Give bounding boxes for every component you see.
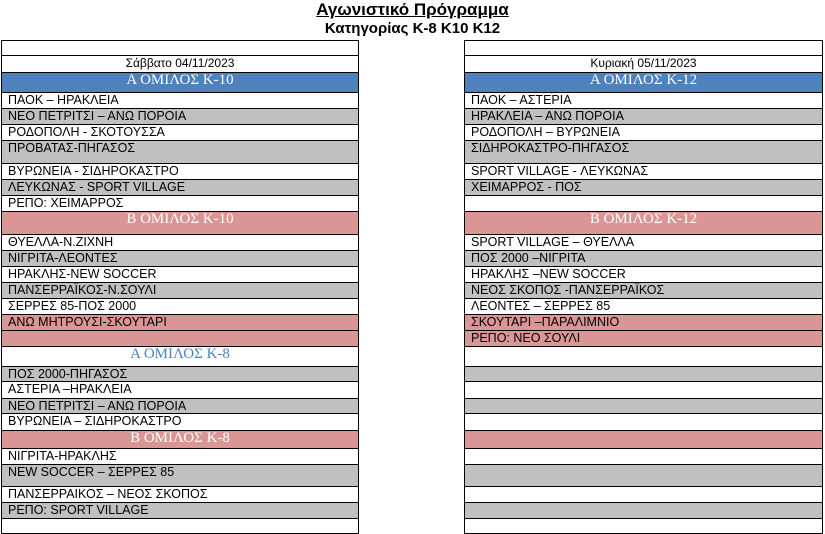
match-row: ΑΝΩ ΜΗΤΡΟΥΣΙ-ΣΚΟΥΤΑΡΙ [2,315,358,331]
empty-row [465,382,822,399]
match-row: ΘΥΕΛΛΑ-Ν.ΖΙΧΝΗ [2,235,358,251]
empty-row [465,519,822,534]
group-header-a-k8: Α ΟΜΙΛΟΣ Κ-8 [2,347,358,367]
empty-row [465,399,822,414]
match-row: ΝΙΓΡΙΤΑ-ΗΡΑΚΛΗΣ [2,449,358,465]
empty-row [465,449,822,465]
page-title: Αγωνιστικό Πρόγραμμα [316,0,509,19]
match-row [2,519,358,534]
match-row: SPORT VILLAGE – ΘΥΕΛΛΑ [465,235,822,251]
match-row: ΧΕΙΜΑΡΡΟΣ - ΠΟΣ [465,180,822,196]
match-row: ΛΕΟΝΤΕΣ – ΣΕΡΡΕΣ 85 [465,299,822,315]
sunday-schedule [464,40,823,534]
match-row: ΗΡΑΚΛΗΣ-NEW SOCCER [2,267,358,283]
match-row: ΠΑΝΣΕΡΡΑΪΚΟΣ-Ν.ΣΟΥΛΙ [2,283,358,299]
empty-row [465,367,822,382]
empty-row [465,465,822,487]
group-header-a-k10: Α ΟΜΙΛΟΣ Κ-10 [2,73,358,93]
match-row: ΣΚΟΥΤΑΡΙ –ΠΑΡΑΛΙΜΝΙΟ [465,315,822,331]
match-row: SPORT VILLAGE - ΛΕΥΚΩΝΑΣ [465,164,822,180]
spacer-row [465,40,822,56]
match-row: ΡΟΔΟΠΟΛΗ - ΣΚΟΤΟΥΣΣΑ [2,125,358,141]
date-header: Σάββατο 04/11/2023 [2,56,358,73]
match-row: NEW SOCCER – ΣΕΡΡΕΣ 85 [2,465,358,487]
match-row: ΠΟΣ 2000 –ΝΙΓΡΙΤΑ [465,251,822,267]
match-row [465,196,822,212]
match-row: ΣΕΡΡΕΣ 85-ΠΟΣ 2000 [2,299,358,315]
empty-row [465,431,822,449]
match-row: ΠΟΣ 2000-ΠΗΓΑΣΟΣ [2,367,358,382]
match-row: ΡΟΔΟΠΟΛΗ – ΒΥΡΩΝΕΙΑ [465,125,822,141]
date-header: Κυριακή 05/11/2023 [465,56,822,73]
spacer-row [2,40,358,56]
match-row: ΡΕΠΟ: SPORT VILLAGE [2,503,358,519]
match-row: ΠΑΟΚ – ΑΣΤΕΡΙΑ [465,93,822,109]
match-row: ΝΕΟ ΠΕΤΡΙΤΣΙ – ΑΝΩ ΠΟΡΟΙΑ [2,399,358,414]
match-row: ΗΡΑΚΛΗΣ –NEW SOCCER [465,267,822,283]
empty-row [465,487,822,503]
match-row: ΠΡΟΒΑΤΑΣ-ΠΗΓΑΣΟΣ [2,141,358,164]
match-row: ΒΥΡΩΝΕΙΑ - ΣΙΔΗΡΟΚΑΣΤΡΟ [2,164,358,180]
page-subtitle: Κατηγορίας Κ-8 Κ10 Κ12 [324,20,501,37]
match-row [2,331,358,347]
match-row: ΡΕΠΟ: ΧΕΙΜΑΡΡΟΣ [2,196,358,212]
group-header-b-k8: Β ΟΜΙΛΟΣ Κ-8 [2,431,358,449]
match-row: ΠΑΟΚ – ΗΡΑΚΛΕΙΑ [2,93,358,109]
group-header-b-k12: Β ΟΜΙΛΟΣ Κ-12 [465,212,822,235]
match-row: ΣΙΔΗΡΟΚΑΣΤΡΟ-ΠΗΓΑΣΟΣ [465,141,822,164]
match-row: ΑΣΤΕΡΙΑ –ΗΡΑΚΛΕΙΑ [2,382,358,399]
match-row: ΗΡΑΚΛΕΙΑ – ΑΝΩ ΠΟΡΟΙΑ [465,109,822,125]
empty-row [465,503,822,519]
group-header-b-k10: Β ΟΜΙΛΟΣ Κ-10 [2,212,358,235]
match-row: ΝΕΟ ΠΕΤΡΙΤΣΙ – ΑΝΩ ΠΟΡΟΙΑ [2,109,358,125]
saturday-schedule [1,40,359,534]
empty-row [465,414,822,431]
match-row: ΛΕΥΚΩΝΑΣ - SPORT VILLAGE [2,180,358,196]
empty-row [465,347,822,367]
group-header-a-k12: Α ΟΜΙΛΟΣ Κ-12 [465,73,822,93]
match-row: ΝΙΓΡΙΤΑ-ΛΕΟΝΤΕΣ [2,251,358,267]
match-row: ΠΑΝΣΕΡΡΑΙΚΟΣ – ΝΕΟΣ ΣΚΟΠΟΣ [2,487,358,503]
match-row: ΡΕΠΟ: ΝΕΟ ΣΟΥΛΙ [465,331,822,347]
match-row: ΒΥΡΩΝΕΙΑ – ΣΙΔΗΡΟΚΑΣΤΡΟ [2,414,358,431]
match-row: ΝΕΟΣ ΣΚΟΠΟΣ -ΠΑΝΣΕΡΡΑΪΚΟΣ [465,283,822,299]
